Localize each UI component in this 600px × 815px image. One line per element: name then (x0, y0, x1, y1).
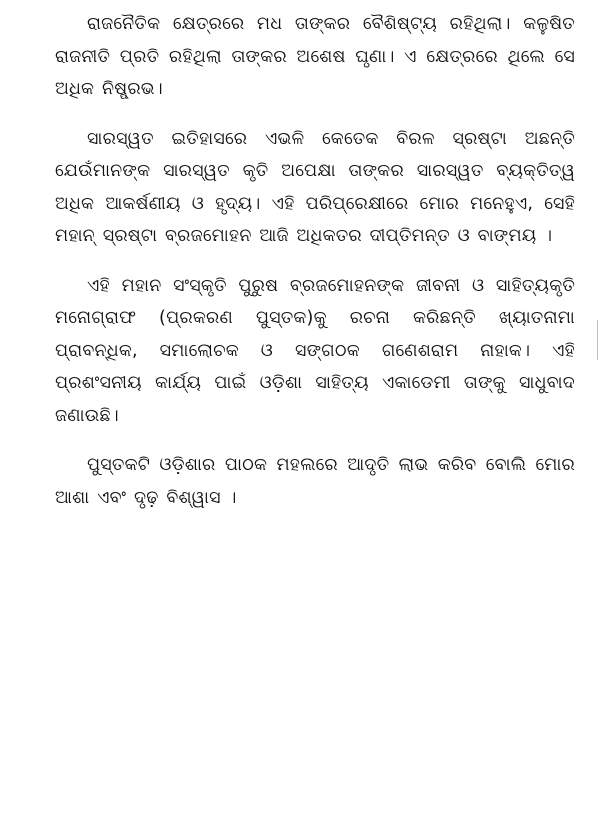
page-edge-mark (597, 320, 598, 360)
body-text (55, 8, 575, 531)
paragraph-4: ପୁସ୍ତକଟି ଓଡ଼ିଶାର ପାଠକ ମହଲରେ ଆଦୃତି ଲାଭ କରିବ ବୋଲି ମୋର ଆଶା ଏବଂ ଦୃଢ଼ ବିଶ୍ୱାସ । (55, 455, 575, 508)
paragraph-3: ଏହି ମହାନ ସଂସ୍କୃତି ପୁରୁଷ ବ୍ରଜମୋହନଙ୍କ ଜୀବନୀ ଓ ସାହିତ୍ୟକୃତି ମନୋଗ୍ରାଫ (ପ୍ରକରଣ ପୁସ୍ତକ)କୁ ରଚନା କରିଛନ୍ତି ଖ୍ୟାତନାମା ପ୍ରାବନ୍ଧିକ, ସମାଲୋଚକ ଓ ସଙ୍ଗଠକ ଗଣେଶରାମ ନାହାକ। ଏହି ପ୍ରଶଂସନୀୟ କାର୍ଯ୍ୟ ପାଇଁ ଓଡ଼ିଶା ସାହିତ୍ୟ ଏକାଡେମୀ ତାଙ୍କୁ ସାଧୁବାଦ ଜଣାଉଛି। (55, 275, 575, 426)
paragraph-1: ରାଜନୈତିକ କ୍ଷେତ୍ରରେ ମଧ ତାଙ୍କର ବୈଶିଷ୍ଟ୍ୟ ରହିଥିଲା। କଳୁଷିତ ରାଜନୀତି ପ୍ରତି ରହିଥିଲା ତାଙ୍କର ଅଶେଷ ଘୃଣା। ଏ କ୍ଷେତ୍ରରେ ଥିଲେ ସେ ଅଧିକ ନିଷ୍ପ୍ରଭ। (55, 14, 575, 99)
paragraph-2: ସାରସ୍ୱତ ଇତିହାସରେ ଏଭଳି କେତେକ ବିରଳ ସ୍ରଷ୍ଟା ଅଛନ୍ତି ଯେଉଁମାନଙ୍କ ସାରସ୍ୱତ କୃତି ଅପେକ୍ଷା ତାଙ୍କର ସାରସ୍ୱତ ବ୍ୟକ୍ତିତ୍ୱ ଅଧିକ ଆକର୍ଷଣୀୟ ଓ ହୃଦ୍ୟ। ଏହି ପରିପ୍ରେକ୍ଷୀରେ ମୋର ମନେହୁଏ, ସେହି ମହାନ୍ ସ୍ରଷ୍ଟା ବ୍ରଜମୋହନ ଆଜି ଅଧିକତର ଦୀପ୍ତିମନ୍ତ ଓ ବାଙ୍ମୟ । (55, 128, 575, 246)
